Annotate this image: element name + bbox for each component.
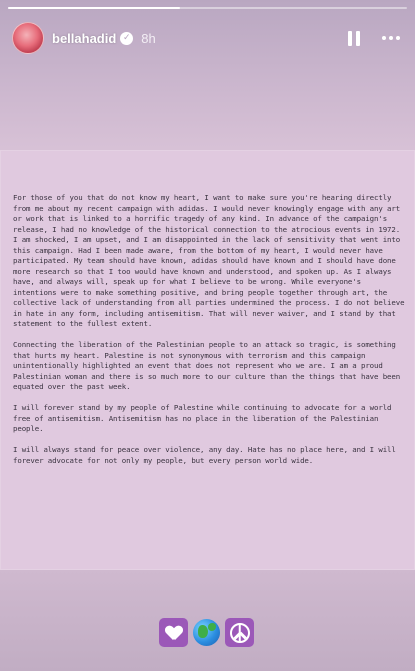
white-heart-icon[interactable] bbox=[159, 618, 188, 647]
globe-icon[interactable] bbox=[192, 618, 221, 647]
statement-paragraph-2: Connecting the liberation of the Palestinian people to an attack so tragic, is something that hurts my heart. Palestine is not synonymous with terrorism and this campaign unintentionally highlighted an event that does not represent who we are. I am a proud Palestinian woman and there is so much more to our culture than the things that have been equated over the past week. bbox=[13, 340, 401, 391]
avatar[interactable] bbox=[12, 22, 44, 54]
post-time: 8h bbox=[141, 30, 156, 46]
statement-text bbox=[13, 193, 405, 477]
statement-paragraph-1: For those of you that do not know my heart, I want to make sure you're hearing directly from me about my recent campaign with adidas. I would never knowingly engage with any art or work that is linked to a horrific tragedy of any kind. In advance of the campaign's release, I had no knowledge of the historical connection to the atrocious events in 1972. I am shocked, I am upset, and I am disappointed in the lack of sensitivity that went into this campaign. Had I been made aware, from the bottom of my heart, I would never have participated. My team should have known, adidas should have known and I should have done more research so that I too would have known and understood, and spoken up. As I always have, and always will, speak up for what I believe to be wrong. While everyone's intentions were to make something positive, and bring people together through art, the collective lack of understanding from all parties undermined the process. I do not believe in hate in any form, including antisemitism. That will never waiver, and I stand by that statement to the fullest extent. bbox=[13, 193, 405, 328]
verified-badge-icon: ✓ bbox=[120, 32, 133, 45]
more-horizontal-icon[interactable] bbox=[379, 27, 403, 49]
emoji-stickers bbox=[159, 618, 254, 650]
username[interactable]: bellahadid bbox=[52, 30, 117, 46]
pause-icon[interactable] bbox=[343, 27, 365, 49]
story-header bbox=[12, 22, 403, 54]
story-progress-bar bbox=[8, 7, 407, 9]
statement-paragraph-3: I will forever stand by my people of Palestine while continuing to advocate for a world free of antisemitism. Antisemitism has no place in the liberation of the Palestinian people. bbox=[13, 403, 392, 433]
story-progress-fill bbox=[8, 7, 180, 9]
statement-paragraph-4: I will always stand for peace over violence, any day. Hate has no place here, and I will forever advocate for not only my people, but every person world wide. bbox=[13, 445, 396, 465]
peace-symbol-icon[interactable] bbox=[225, 618, 254, 647]
